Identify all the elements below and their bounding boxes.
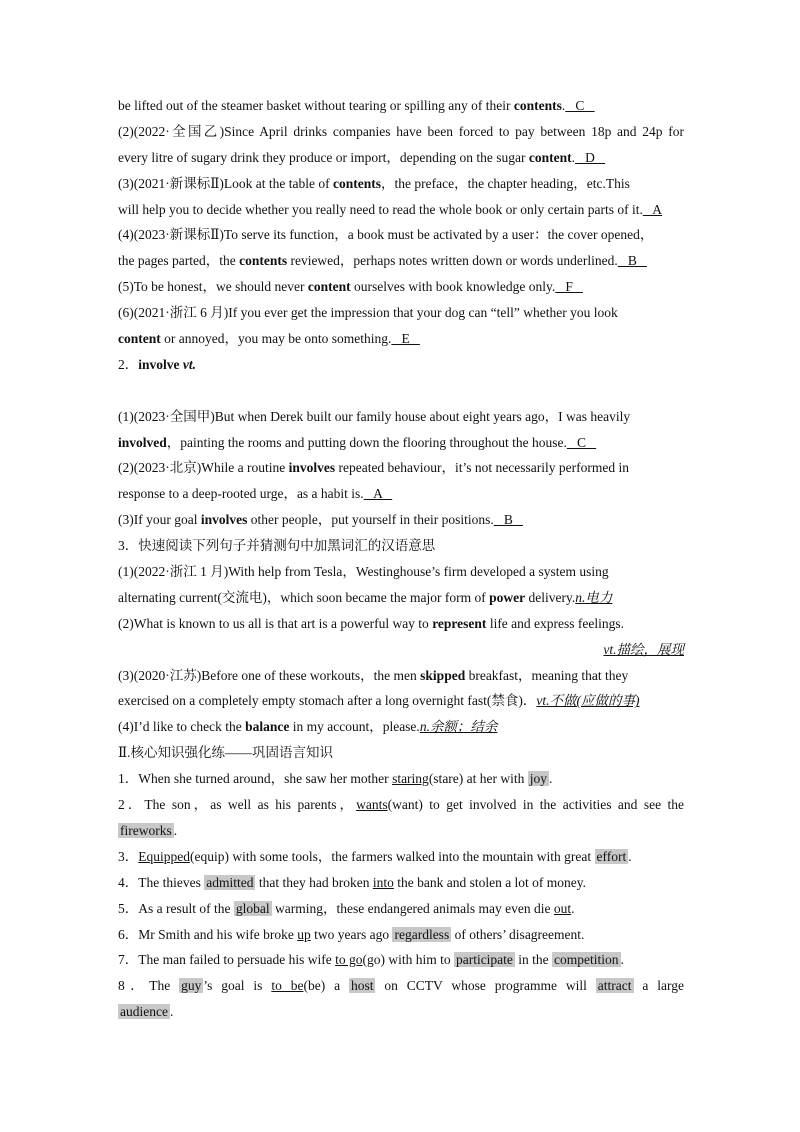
text: every litre of sugary drink they produce or import，depending on the sugar: [118, 149, 529, 165]
text: .: [571, 900, 575, 916]
s2-sentence-6: [118, 922, 684, 948]
p1-q6-line1: [118, 300, 684, 326]
text: 8．The: [118, 978, 180, 994]
text: life and express feelings.: [486, 615, 625, 631]
p1-q3-line1: [118, 171, 684, 197]
p1-q4-line1: [118, 222, 684, 248]
text: alternating current(交流电)，which soon became the major form of: [118, 589, 490, 605]
text: response to a deep-rooted urge，as a habit is.: [118, 486, 364, 502]
answer: to be: [271, 978, 304, 994]
heading-number: 2．: [118, 356, 139, 372]
text: the pages parted，the: [118, 253, 240, 269]
s2-sentence-8-line1: [118, 973, 684, 999]
keyword: contents: [513, 98, 562, 113]
answer-blank: F: [555, 279, 584, 295]
text: (4)I’d like to check the: [118, 719, 246, 735]
text: 5．As a result of the: [118, 900, 234, 916]
answer-blank: C: [565, 98, 595, 113]
text: (5)To be honest，we should never: [118, 279, 308, 295]
highlighted-word: audience: [120, 1004, 168, 1020]
text: on CCTV whose programme will: [375, 978, 596, 994]
text: (be) a: [303, 978, 349, 994]
text: 3．: [118, 848, 139, 864]
answer: vt.描绘，展现: [603, 641, 684, 657]
p3-q2-line: [118, 611, 684, 637]
text: ，painting the rooms and putting down the flooring throughout the house.: [166, 434, 567, 450]
keyword: skipped: [420, 667, 466, 683]
keyword: represent: [432, 615, 487, 631]
text: exercised on a completely empty stomach after a long overnight fast(禁食)．: [118, 693, 537, 709]
text: delivery.: [525, 589, 576, 605]
keyword: contents: [333, 175, 381, 191]
highlighted-word: fireworks: [120, 822, 172, 838]
text: (2)(2023·北京)While a routine: [118, 460, 289, 476]
text: .: [628, 848, 632, 864]
heading: 3．快速阅读下列句子并猜测句中加黑词汇的汉语意思: [118, 538, 436, 554]
s2-sentence-2-line1: [118, 792, 684, 818]
p1-q1-line: [118, 93, 684, 119]
keyword: contents: [239, 253, 288, 269]
text: two years ago: [310, 926, 393, 942]
highlighted-word: attract: [597, 978, 632, 994]
text: other people，put yourself in their positions.: [247, 512, 494, 528]
s2-sentence-4: [118, 870, 684, 896]
answer: vt.不做(应做的事): [536, 693, 640, 709]
text: of others’ disagreement.: [451, 926, 585, 942]
text: or annoyed，you may be onto something.: [160, 331, 392, 347]
keyword: content: [307, 279, 351, 295]
text: (equip) with some tools，the farmers walked into the mountain with great: [190, 848, 595, 864]
blank-line: [118, 378, 684, 404]
p1-q2-line2: [118, 145, 684, 171]
s2-sentence-1: [118, 766, 684, 792]
answer: up: [297, 926, 311, 942]
text: (want) to get involved in the activities and see the: [387, 797, 684, 813]
p1-q3-line2: [118, 197, 684, 223]
s2-sentence-3: [118, 844, 684, 870]
heading-word: involve: [138, 356, 180, 372]
highlighted-word: guy: [181, 978, 202, 994]
text: (6)(2021·浙江 6 月)If you ever get the impression that your dog can “tell” whether you look: [118, 305, 618, 321]
text: (go) with him to: [362, 952, 454, 968]
text: (1)(2022·浙江 1 月)With help from Tesla，Westinghouse’s firm developed a system using: [118, 564, 609, 580]
text: (2)What is known to us all is that art is a powerful way to: [118, 615, 433, 631]
keyword: involves: [288, 460, 336, 476]
text: ourselves with book knowledge only.: [350, 279, 556, 295]
text: will help you to decide whether you really need to read the whole book or only certain parts of it.: [118, 201, 643, 217]
answer-blank: B: [617, 253, 648, 269]
text: that they had broken: [255, 874, 373, 890]
answer-blank: A: [642, 201, 662, 217]
text: 1．When she turned around，she saw her mother: [118, 771, 393, 787]
highlighted-word: competition: [554, 952, 619, 968]
p3-q1-line1: [118, 559, 684, 585]
p2-q1-line2: [118, 430, 684, 456]
text: (2)(2022·全国乙)Since April drinks companies have been forced to pay between 18p and 24p for: [118, 123, 684, 139]
p3-q1-line2: [118, 585, 684, 611]
text: (3)If your goal: [118, 512, 201, 528]
section2-title: [118, 740, 684, 766]
text: ’s goal is: [203, 978, 272, 994]
text: reviewed，perhaps notes written down or words underlined.: [287, 253, 618, 269]
text: (3)(2020·江苏)Before one of these workouts，the men: [118, 667, 421, 683]
heading-pos: vt.: [182, 356, 197, 372]
p1-q4-line2: [118, 248, 684, 274]
answer: to go: [335, 952, 363, 968]
p1-q2-line1: [118, 119, 684, 145]
text: repeated behaviour，it’s not necessarily performed in: [335, 460, 629, 476]
keyword: content: [118, 331, 161, 347]
answer: into: [372, 874, 394, 890]
text: (stare) at her with: [428, 771, 528, 787]
text: in the: [514, 952, 553, 968]
text: a large: [633, 978, 684, 994]
p2-q3-line: [118, 507, 684, 533]
highlighted-word: regardless: [394, 926, 450, 942]
text: .: [549, 771, 553, 787]
keyword: content: [528, 149, 572, 165]
text: .: [620, 952, 624, 968]
highlighted-word: global: [235, 900, 270, 916]
answer-blank: E: [391, 331, 420, 347]
part3-heading: [118, 533, 684, 559]
text: be lifted out of the steamer basket without tearing or spilling any of their: [118, 98, 514, 113]
involve-heading: [118, 352, 684, 378]
highlighted-word: effort: [596, 848, 627, 864]
p3-q4-line: [118, 714, 684, 740]
text: (3)(2021·新课标Ⅱ)Look at the table of: [118, 175, 333, 191]
p3-q2-answer-line: [118, 637, 684, 663]
text: in my account，please.: [289, 719, 420, 735]
answer-blank: D: [575, 149, 606, 165]
text: (1)(2023·全国甲)But when Derek built our family house about eight years ago，I was heavily: [118, 408, 631, 424]
document-page: [118, 93, 684, 1025]
text: breakfast，meaning that they: [465, 667, 629, 683]
answer: n.电力: [575, 589, 613, 605]
text: .: [571, 149, 576, 165]
answer-blank: B: [493, 512, 523, 528]
highlighted-word: joy: [529, 771, 548, 787]
s2-sentence-8-line2: [118, 999, 684, 1025]
text: .: [173, 822, 178, 838]
answer: Equipped: [138, 848, 190, 864]
p1-q5-line: [118, 274, 684, 300]
answer-blank: A: [363, 486, 393, 502]
s2-sentence-2-line2: [118, 818, 684, 844]
keyword: involved: [118, 434, 167, 450]
p2-q2-line2: [118, 481, 684, 507]
text: ，the preface，the chapter heading，etc.This: [381, 175, 630, 191]
p2-q1-line1: [118, 404, 684, 430]
section-title: Ⅱ.核心知识强化练——巩固语言知识: [118, 745, 334, 761]
text: 2．The son，as well as his parents，: [118, 797, 357, 813]
text: warming，these endangered animals may even die: [271, 900, 554, 916]
s2-sentence-7: [118, 947, 684, 973]
keyword: involves: [200, 512, 248, 528]
answer: staring: [392, 771, 429, 787]
p3-q3-line2: [118, 688, 684, 714]
text: 7．The man failed to persuade his wife: [118, 952, 336, 968]
text: the bank and stolen a lot of money.: [393, 874, 587, 890]
keyword: power: [489, 589, 526, 605]
p2-q2-line1: [118, 455, 684, 481]
s2-sentence-5: [118, 896, 684, 922]
answer: n.余额；结余: [419, 719, 498, 735]
answer-blank: C: [566, 434, 597, 450]
highlighted-word: host: [350, 978, 374, 994]
keyword: balance: [245, 719, 290, 735]
answer: out: [553, 900, 572, 916]
highlighted-word: admitted: [206, 874, 254, 890]
p1-q6-line2: [118, 326, 684, 352]
text: .: [561, 98, 566, 113]
text: 4．The thieves: [118, 874, 205, 890]
p3-q3-line1: [118, 663, 684, 689]
highlighted-word: participate: [455, 952, 513, 968]
text: (4)(2023·新课标Ⅱ)To serve its function，a book must be activated by a user：the cover opened，: [118, 227, 654, 243]
text: .: [169, 1004, 174, 1020]
text: 6．Mr Smith and his wife broke: [118, 926, 298, 942]
answer: wants: [356, 797, 388, 813]
